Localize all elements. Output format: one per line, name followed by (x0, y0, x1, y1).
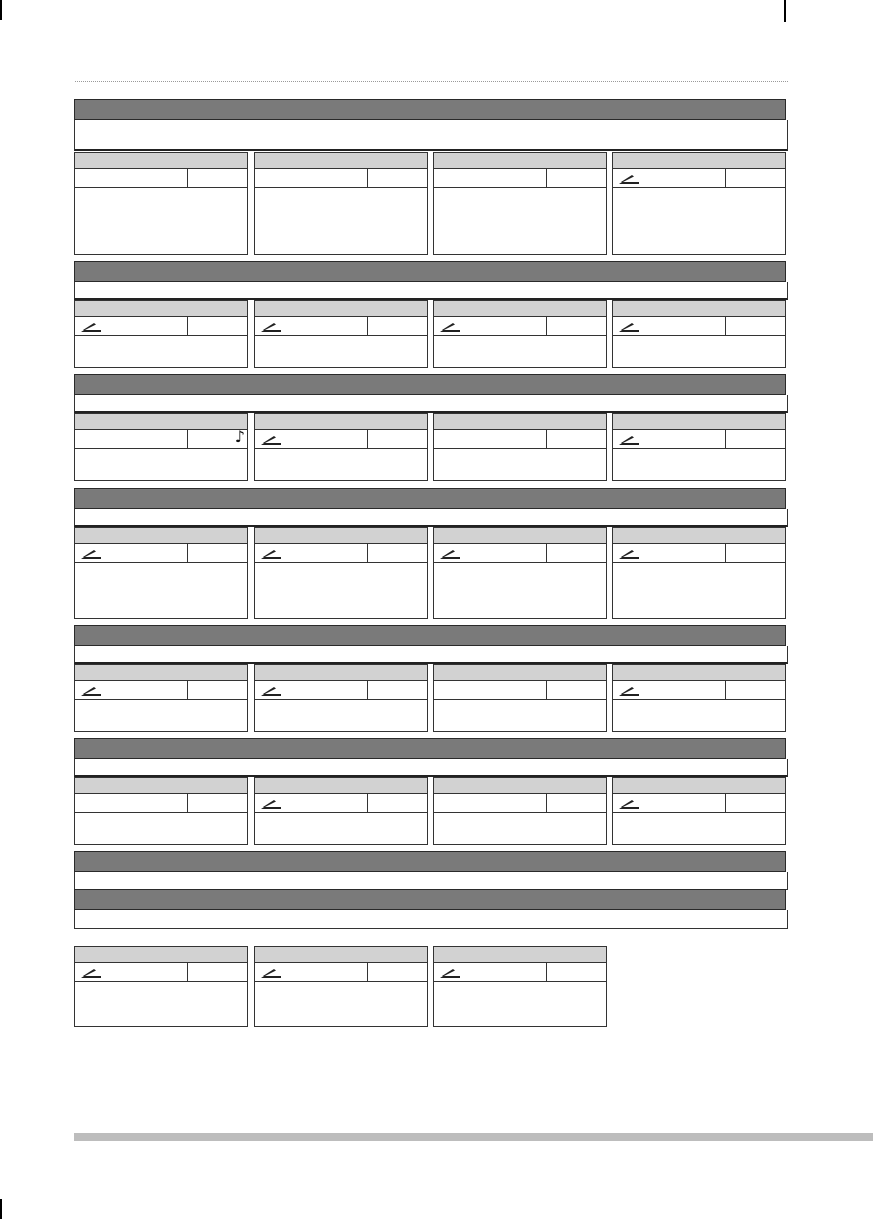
expression-pedal-icon (618, 797, 640, 815)
expression-pedal-icon (618, 684, 640, 702)
expression-pedal-icon (260, 966, 282, 984)
section-3-card-4 (612, 413, 786, 481)
card-value-row (255, 794, 427, 813)
card-value-row (255, 430, 427, 449)
section-5-description (74, 646, 788, 664)
card-value-row (434, 430, 606, 449)
section-4-card-1 (74, 527, 248, 619)
expression-pedal-icon (260, 433, 282, 451)
expression-pedal-icon (80, 684, 102, 702)
expression-pedal-icon (80, 320, 102, 338)
section-4-header (74, 488, 786, 509)
card-value-row (255, 544, 427, 563)
card-value-row (613, 317, 785, 336)
section-2-card-2 (254, 300, 428, 368)
section-2-header (74, 261, 786, 282)
section-6-card-4 (612, 777, 786, 845)
expression-pedal-icon (80, 547, 102, 565)
section-8-header (74, 889, 786, 910)
section-6-card-1 (74, 777, 248, 845)
section-4-card-2 (254, 527, 428, 619)
card-value-row (75, 794, 247, 813)
card-value-row (434, 544, 606, 563)
section-1-card-2 (254, 152, 428, 255)
section-3-description (74, 395, 788, 413)
expression-pedal-icon (80, 966, 102, 984)
expression-pedal-icon (260, 684, 282, 702)
expression-pedal-icon (618, 547, 640, 565)
section-6-description (74, 759, 788, 777)
card-value-row (75, 963, 247, 982)
card-value-row (75, 317, 247, 336)
crop-mark-top-left (0, 0, 2, 20)
section-7-header (74, 851, 786, 872)
section-4-card-4 (612, 527, 786, 619)
section-3-header (74, 374, 786, 395)
section-1-header (74, 99, 786, 120)
section-6-card-3 (433, 777, 607, 845)
section-1-description (74, 120, 788, 151)
section-5-card-4 (612, 664, 786, 732)
eighth-note-icon: ♪ (234, 427, 245, 446)
section-4-description (74, 509, 788, 527)
card-value-row (75, 681, 247, 700)
section-6-header (74, 738, 786, 759)
section-5-header (74, 625, 786, 646)
expression-pedal-icon (439, 320, 461, 338)
expression-pedal-icon (618, 433, 640, 451)
section-1-card-4 (612, 152, 786, 255)
section-7-description (74, 872, 788, 890)
header-dotted-rule (75, 81, 788, 82)
card-value-row (434, 169, 606, 188)
section-3-card-3 (433, 413, 607, 481)
section-6-card-2 (254, 777, 428, 845)
section-8-card-3 (433, 946, 607, 1027)
section-5-card-1 (74, 664, 248, 732)
section-8-card-1 (74, 946, 248, 1027)
card-value-row (613, 169, 785, 188)
section-5-card-2 (254, 664, 428, 732)
section-1-card-1 (74, 152, 248, 255)
footer-bar (74, 1133, 873, 1141)
card-value-row (434, 317, 606, 336)
expression-pedal-icon (260, 320, 282, 338)
section-3-card-1 (74, 413, 248, 481)
section-3-card-2 (254, 413, 428, 481)
expression-pedal-icon (260, 547, 282, 565)
card-value-row (255, 169, 427, 188)
section-2-card-1 (74, 300, 248, 368)
card-value-row (255, 317, 427, 336)
expression-pedal-icon (618, 320, 640, 338)
section-2-card-3 (433, 300, 607, 368)
section-5-card-3 (433, 664, 607, 732)
crop-mark-top-right (784, 0, 786, 22)
section-8-card-2 (254, 946, 428, 1027)
crop-mark-bottom-left (0, 1199, 2, 1219)
expression-pedal-icon (439, 966, 461, 984)
expression-pedal-icon (439, 547, 461, 565)
card-value-row (75, 427, 247, 449)
section-8-description (74, 910, 788, 929)
card-value-row (613, 544, 785, 563)
card-value-row (75, 169, 247, 188)
card-value-row (434, 963, 606, 982)
expression-pedal-icon (260, 797, 282, 815)
card-value-row (613, 794, 785, 813)
section-2-description (74, 282, 788, 300)
section-1-card-3 (433, 152, 607, 255)
card-value-row (434, 794, 606, 813)
section-2-card-4 (612, 300, 786, 368)
card-value-row (613, 430, 785, 449)
card-value-row (613, 681, 785, 700)
expression-pedal-icon (618, 172, 640, 190)
card-value-row (75, 544, 247, 563)
card-value-row (434, 681, 606, 700)
card-value-row (255, 963, 427, 982)
card-value-row (255, 681, 427, 700)
section-4-card-3 (433, 527, 607, 619)
